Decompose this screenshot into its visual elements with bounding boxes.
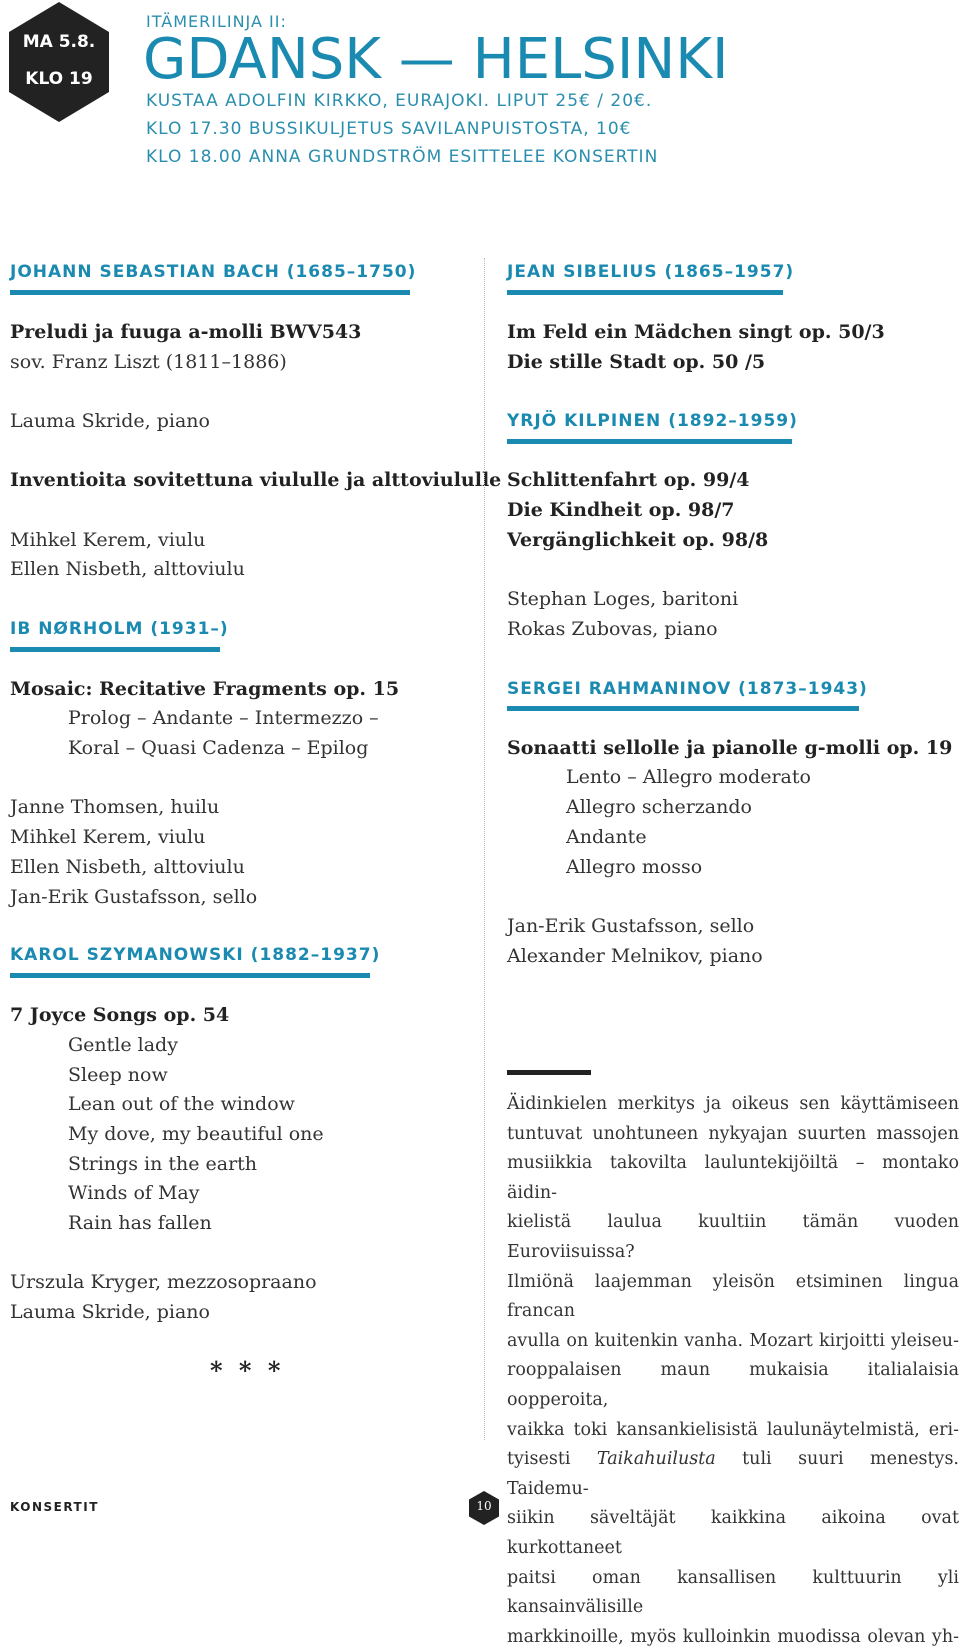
- work-title: 7 Joyce Songs op. 54: [10, 1004, 230, 1026]
- composer-heading-bach: JOHANN SEBASTIAN BACH (1685–1750): [10, 262, 417, 282]
- essay-line: kielistä laulua kuultiin tämän vuoden Euroviisuissa?: [507, 1212, 959, 1262]
- opera-title: Taikahuilusta: [596, 1449, 716, 1470]
- essay-rule: [507, 1070, 591, 1075]
- date-badge: [9, 2, 109, 122]
- date-label: MA 5.8.: [22, 32, 96, 52]
- heading-rule: [507, 439, 792, 444]
- song-title: Gentle lady: [68, 1034, 178, 1056]
- work-title: Inventioita sovitettuna viululle ja alttoviululle: [10, 469, 502, 491]
- song-title: Strings in the earth: [68, 1153, 258, 1175]
- work-title: Sonaatti sellolle ja pianolle g-molli op. 19: [507, 737, 953, 759]
- time-label: KLO 19: [25, 69, 93, 89]
- song-title: My dove, my beautiful one: [68, 1123, 324, 1145]
- essay-line: tuntuvat unohtuneen nykyajan suurten massojen: [507, 1123, 959, 1144]
- performer: Jan-Erik Gustafsson, sello: [507, 915, 755, 937]
- composer-heading-kilpinen: YRJÖ KILPINEN (1892–1959): [507, 411, 798, 431]
- performer: Alexander Melnikov, piano: [507, 945, 763, 967]
- section-separator: * * *: [210, 1356, 285, 1385]
- work-title: Mosaic: Recitative Fragments op. 15: [10, 678, 400, 700]
- essay-line: vaikka toki kansankielisistä laulunäytelmistä, eri-: [507, 1419, 959, 1440]
- performer: Stephan Loges, baritoni: [507, 588, 739, 610]
- essay-paragraph: [507, 1090, 959, 1652]
- work-title: Im Feld ein Mädchen singt op. 50/3: [507, 321, 885, 343]
- performer: Urszula Kryger, mezzosopraano: [10, 1271, 317, 1293]
- essay-text: tuli suuri menestys. Taidemu-: [507, 1449, 959, 1499]
- movement-list: Prolog – Andante – Intermezzo –: [68, 707, 379, 729]
- bus-info: KLO 17.30 BUSSIKULJETUS SAVILANPUISTOSTA, 10€: [146, 119, 632, 139]
- composer-heading-szymanowski: KAROL SZYMANOWSKI (1882–1937): [10, 945, 381, 965]
- song-title: Winds of May: [68, 1182, 200, 1204]
- movement-list: Lento – Allegro moderato: [566, 766, 811, 788]
- heading-rule: [507, 290, 783, 295]
- essay-line: markkinoille, myös kulloinkin muodissa olevan yh-: [507, 1626, 959, 1647]
- performer: Mihkel Kerem, viulu: [10, 826, 206, 848]
- work-title: Schlittenfahrt op. 99/4: [507, 469, 750, 491]
- composer-heading-sibelius: JEAN SIBELIUS (1865–1957): [507, 262, 795, 282]
- performer: Rokas Zubovas, piano: [507, 618, 718, 640]
- essay-line: avulla on kuitenkin vanha. Mozart kirjoitti yleiseu-: [507, 1330, 959, 1351]
- song-title: Rain has fallen: [68, 1212, 212, 1234]
- performer: Ellen Nisbeth, alttoviulu: [10, 558, 245, 580]
- intro-info: KLO 18.00 ANNA GRUNDSTRÖM ESITTELEE KONSERTIN: [146, 147, 659, 167]
- heading-rule: [10, 973, 370, 978]
- essay-line: siikin säveltäjät kaikkina aikoina ovat kurkottaneet: [507, 1508, 959, 1558]
- column-divider: [484, 258, 485, 1440]
- page-number: 10: [476, 1499, 492, 1513]
- performer: Ellen Nisbeth, alttoviulu: [10, 856, 245, 878]
- venue-info: KUSTAA ADOLFIN KIRKKO, EURAJOKI. LIPUT 25€ / 20€.: [146, 91, 653, 111]
- performer: Janne Thomsen, huilu: [10, 796, 220, 818]
- movement-list: Andante: [566, 826, 647, 848]
- concert-title: GDANSK — HELSINKI: [143, 27, 729, 92]
- arrangement-note: sov. Franz Liszt (1811–1886): [10, 351, 287, 373]
- performer: Jan-Erik Gustafsson, sello: [10, 886, 258, 908]
- footer-section-label: KONSERTIT: [10, 1500, 99, 1514]
- work-title: Preludi ja fuuga a-molli BWV543: [10, 321, 362, 343]
- movement-list: Koral – Quasi Cadenza – Epilog: [68, 737, 369, 759]
- song-title: Lean out of the window: [68, 1093, 295, 1115]
- movement-list: Allegro mosso: [566, 856, 703, 878]
- essay-line: Äidinkielen merkitys ja oikeus sen käyttämiseen: [507, 1094, 959, 1114]
- essay-line: paitsi oman kansallisen kulttuurin yli kansainvälisille: [507, 1567, 959, 1618]
- composer-heading-norholm: IB NØRHOLM (1931–): [10, 619, 229, 639]
- performer: Mihkel Kerem, viulu: [10, 529, 206, 551]
- movement-list: Allegro scherzando: [566, 796, 752, 818]
- essay-line: [507, 1445, 959, 1504]
- work-title: Die Kindheit op. 98/7: [507, 499, 735, 521]
- essay-text: tyisesti: [507, 1449, 597, 1470]
- heading-rule: [507, 706, 859, 711]
- heading-rule: [10, 290, 410, 295]
- essay-line: musiikkia takovilta lauluntekijöiltä – montako äidin-: [507, 1153, 959, 1203]
- song-title: Sleep now: [68, 1064, 168, 1086]
- performer: Lauma Skride, piano: [10, 1301, 210, 1323]
- essay-line: Ilmiönä laajemman yleisön etsiminen lingua francan: [507, 1271, 959, 1322]
- series-label: ITÄMERILINJA II:: [146, 12, 287, 31]
- performer: Lauma Skride, piano: [10, 410, 210, 432]
- composer-heading-rahmaninov: SERGEI RAHMANINOV (1873–1943): [507, 679, 868, 699]
- work-title: Die stille Stadt op. 50 /5: [507, 351, 766, 373]
- heading-rule: [10, 647, 220, 652]
- work-title: Vergänglichkeit op. 98/8: [507, 529, 769, 551]
- essay-line: rooppalaisen maun mukaisia italialaisia oopperoita,: [507, 1360, 959, 1410]
